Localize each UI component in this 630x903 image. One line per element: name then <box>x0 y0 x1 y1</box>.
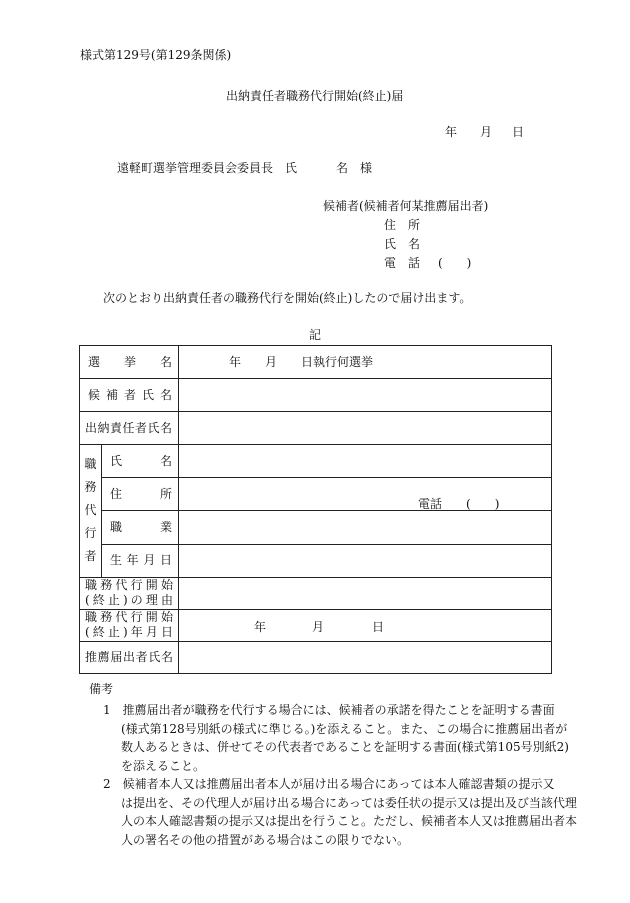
note-2-line: 2 候補者本人又は推薦届出者本人が届け出る場合にあっては本人確認書類の提示又 <box>103 777 555 791</box>
date-label-line1: 職務代行開始 <box>85 610 174 625</box>
reason-label-cell <box>80 577 179 609</box>
agent-birthdate-label-cell <box>102 544 179 577</box>
note-2-line: 人の本人確認書類の提示又は提出を行うこと。ただし、候補者本人又は推薦届出者本 <box>121 814 578 829</box>
note-2 <box>103 775 577 849</box>
agent-group-char: 代 <box>84 503 97 518</box>
nominator-label: 推薦届出者氏名 <box>85 649 174 664</box>
treasurer-label-cell <box>80 412 179 445</box>
note-1-line: 数人あるときは、併せてその代表者であることを証明する書面(様式第105号別紙2) <box>121 740 569 755</box>
treasurer-value-cell[interactable] <box>179 412 552 445</box>
row-election <box>80 346 552 379</box>
notes-heading: 備考 <box>89 682 114 696</box>
agent-birthdate-label: 生年月日 <box>110 553 173 568</box>
agent-occupation-label: 職業 <box>110 520 173 535</box>
row-nominator <box>80 641 552 673</box>
row-agent-name <box>80 445 552 478</box>
date-value-year: 年 <box>254 619 267 634</box>
applicant-phone-label: 電 話 <box>384 256 421 270</box>
applicant-name-label: 氏 名 <box>384 237 421 251</box>
form-number: 様式第129号(第129条関係) <box>80 48 232 62</box>
agent-group-char: 行 <box>84 526 97 541</box>
treasurer-label: 出納責任者氏名 <box>85 420 173 435</box>
agent-occupation-label-cell <box>102 511 179 544</box>
agent-occupation-value-cell[interactable] <box>179 511 552 544</box>
addressee-suffix: 名 様 <box>336 161 373 175</box>
note-2-line: は提出を、その代理人が届け出る場合にあっては委任状の提示又は提出及び当該代理 <box>121 795 577 810</box>
date-label-cell <box>80 609 179 641</box>
date-value-cell[interactable] <box>179 609 552 641</box>
date-value-month: 月 <box>312 619 325 634</box>
agent-group-char: 職 <box>84 457 97 472</box>
note-1-line: を添えること。 <box>121 758 206 773</box>
agent-birthdate-value-cell[interactable] <box>179 544 552 577</box>
note-1-line: 1 推薦届出者が職務を代行する場合には、候補者の承諾を得たことを証明する書面 <box>103 703 555 717</box>
agent-name-value-cell[interactable] <box>179 445 552 478</box>
agent-phone: 電話 ( ) <box>418 497 500 512</box>
candidate-label: 候補者氏名 <box>88 387 173 402</box>
candidate-value-cell[interactable] <box>179 379 552 412</box>
date-label-line2: (終止)年月日 <box>85 625 174 640</box>
agent-address-value-cell[interactable] <box>179 478 552 511</box>
reason-label-line1: 職務代行開始 <box>85 578 174 593</box>
nominator-label-cell <box>80 641 179 673</box>
form-table <box>79 345 552 674</box>
ki-heading: 記 <box>309 328 322 342</box>
agent-group-char: 者 <box>84 549 97 564</box>
row-agent-occupation <box>80 511 552 544</box>
applicant-address-label: 住 所 <box>384 218 421 232</box>
applicant-phone-parens: ( ) <box>438 256 472 270</box>
row-reason <box>80 577 552 609</box>
election-value: 年 月 日執行何選挙 <box>229 354 374 369</box>
agent-address-label-cell <box>102 478 179 511</box>
row-agent-address <box>80 478 552 511</box>
date-month: 月 <box>480 125 493 139</box>
reason-label-line2: (終止)の理由 <box>85 593 174 608</box>
election-value-cell[interactable] <box>179 346 552 379</box>
note-1-line: (様式第128号別紙の様式に準じる。)を添えること。また、この場合に推薦届出者が <box>121 721 568 736</box>
note-2-line: 人の署名その他の措置がある場合はこの限りでない。 <box>121 832 410 847</box>
row-agent-birthdate <box>80 544 552 577</box>
candidate-label-cell <box>80 379 179 412</box>
date-day: 日 <box>512 125 525 139</box>
date-line <box>445 125 525 139</box>
date-year: 年 <box>445 125 458 139</box>
agent-group-char: 務 <box>84 480 97 495</box>
election-label: 選挙名 <box>88 354 173 369</box>
agent-group-label <box>80 445 102 577</box>
intro-text: 次のとおり出納責任者の職務代行を開始(終止)したので届け出ます。 <box>103 291 472 305</box>
row-date <box>80 609 552 641</box>
nominator-value-cell[interactable] <box>179 641 552 673</box>
page-title: 出納責任者職務代行開始(終止)届 <box>226 89 404 103</box>
agent-name-label-cell <box>102 445 179 478</box>
election-label-cell <box>80 346 179 379</box>
row-treasurer <box>80 412 552 445</box>
note-1 <box>103 701 569 775</box>
agent-name-label: 氏名 <box>110 453 173 468</box>
row-candidate <box>80 379 552 412</box>
agent-address-label: 住所 <box>110 486 173 501</box>
applicant-heading: 候補者(候補者何某推薦届出者) <box>323 199 489 213</box>
date-value-day: 日 <box>372 619 385 634</box>
addressee-name: 遠軽町選挙管理委員会委員長 氏 <box>117 161 298 175</box>
reason-value-cell[interactable] <box>179 577 552 609</box>
